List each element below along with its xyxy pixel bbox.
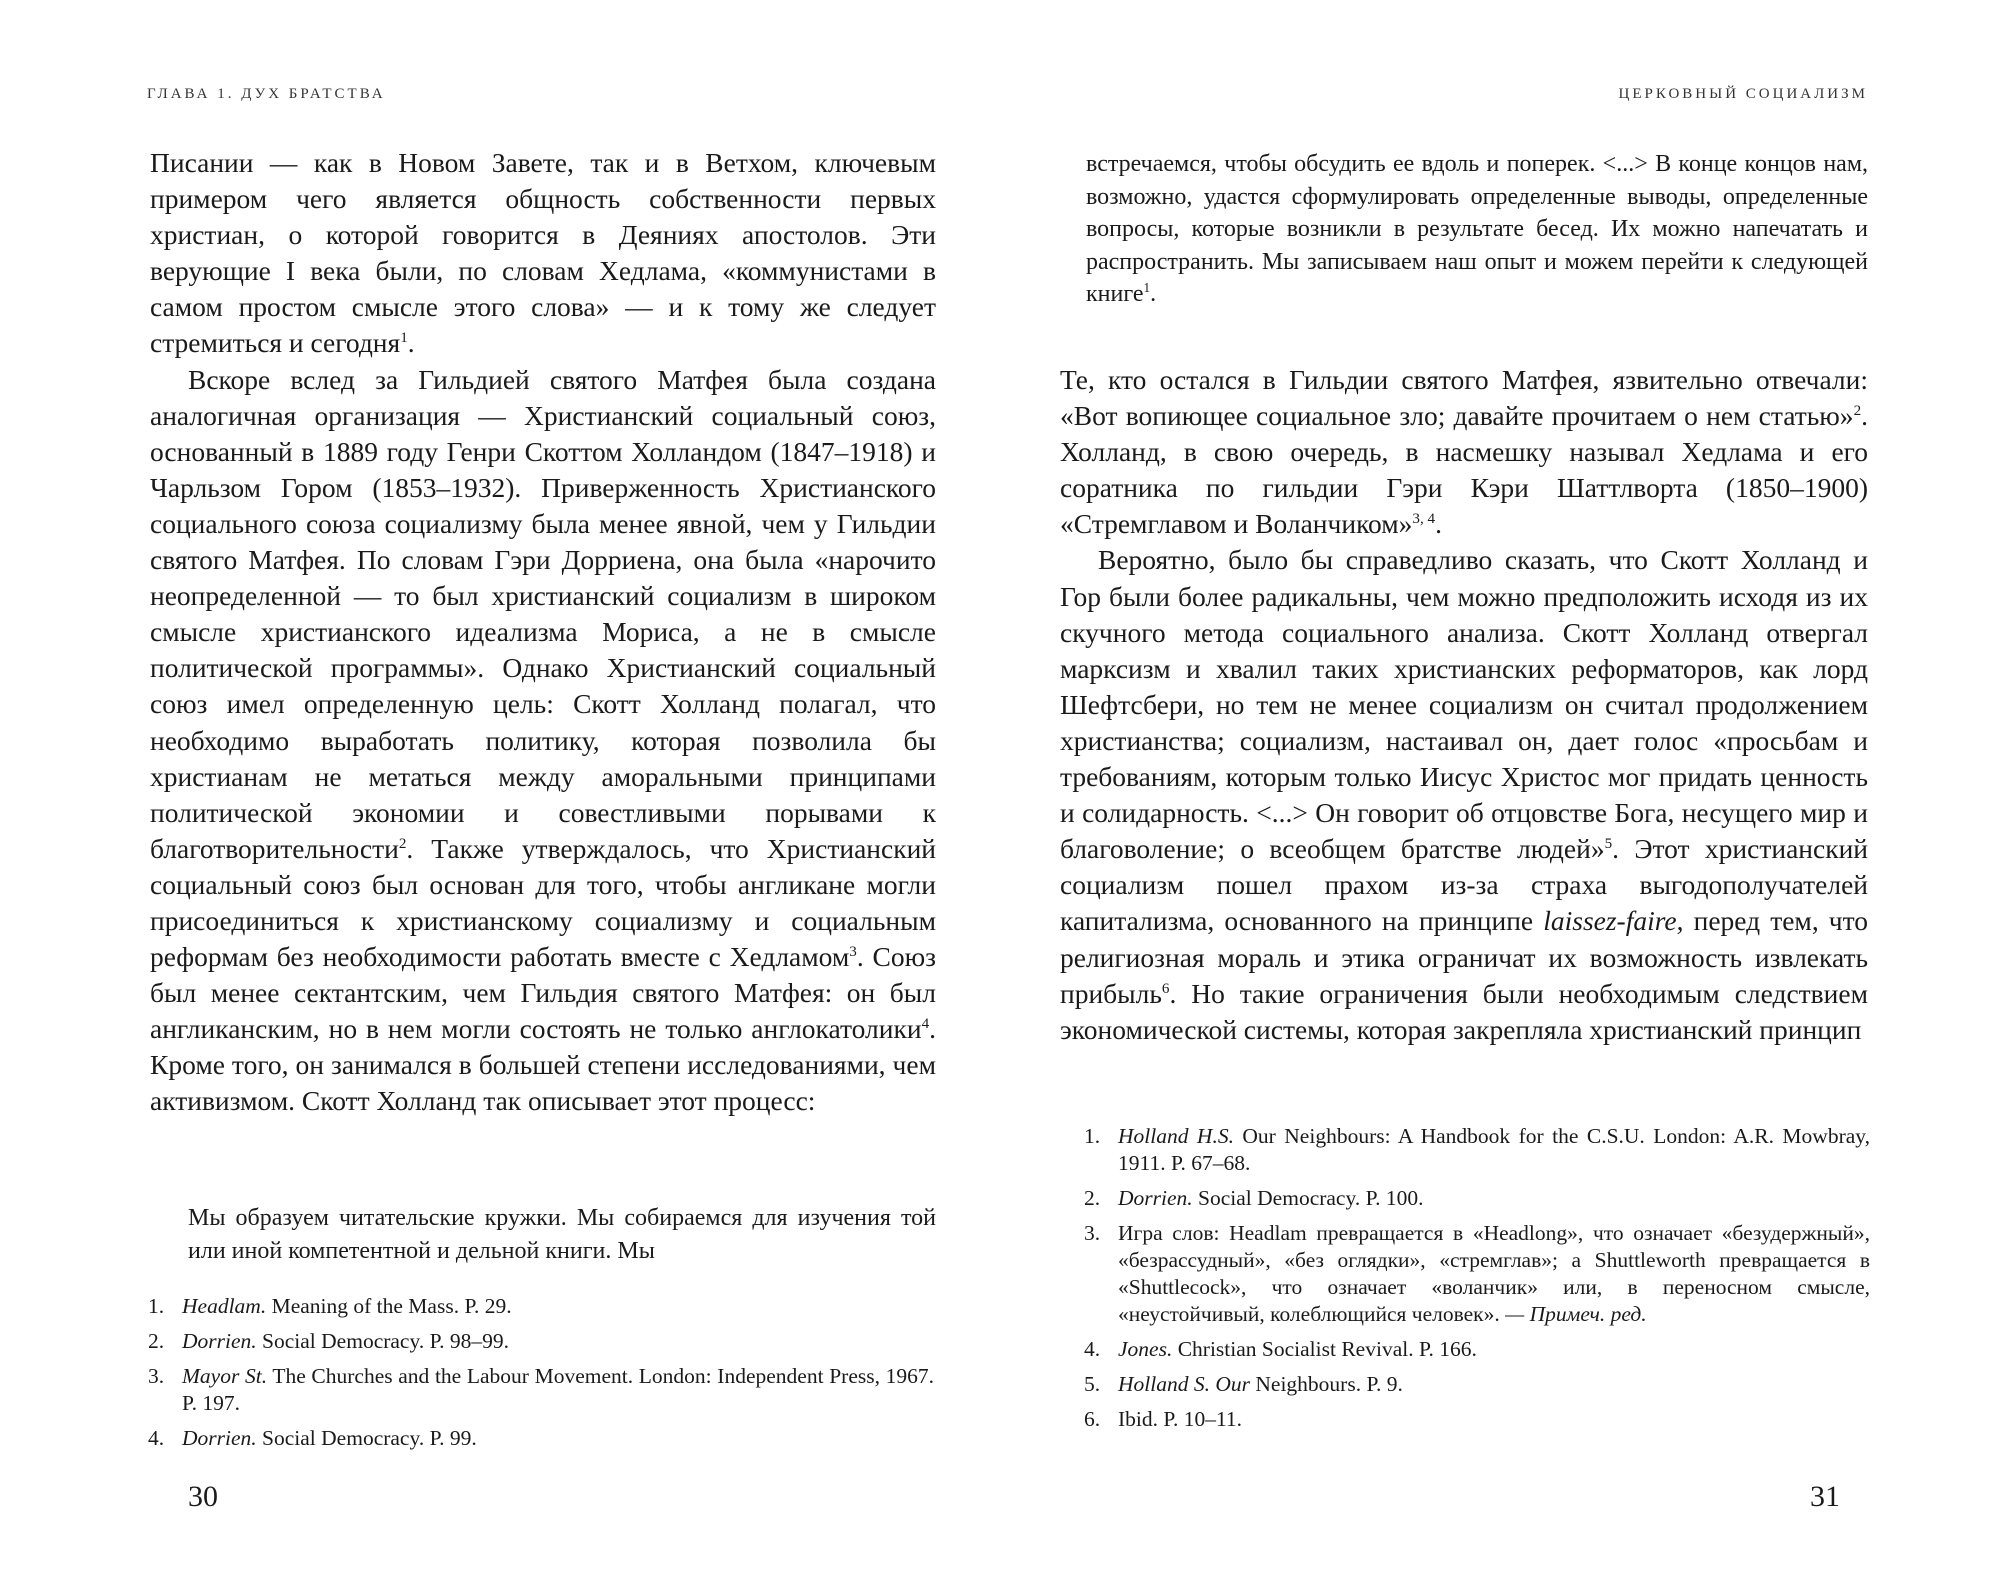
main-text bbox=[150, 145, 936, 1120]
footnote: 2. Dorrien. Social Democracy. P. 98–99. bbox=[148, 1329, 510, 1353]
footnote: 2. Dorrien. Social Democracy. P. 100. bbox=[1084, 1186, 1424, 1210]
footnote: 6. Ibid. P. 10–11. bbox=[1084, 1407, 1243, 1431]
main-text bbox=[1060, 362, 1868, 1048]
page-number: 30 bbox=[188, 1480, 218, 1513]
footnote-ref: 2 bbox=[398, 835, 407, 852]
footnote-ref: 5 bbox=[1604, 836, 1613, 853]
running-head: ГЛАВА 1. ДУХ БРАТСТВА bbox=[147, 86, 386, 102]
right-page bbox=[1000, 0, 2000, 1571]
running-head: ЦЕРКОВНЫЙ СОЦИАЛИЗМ bbox=[1618, 86, 1868, 102]
footnote: 3. Игра слов: Headlam превращается в «Headlong», что означает «безудержный», «безрассудный», «без оглядки», «стремглав»; а Shuttleworth превращается в «Shuttlecock», что означает «воланчик» или, в переносном смысле, «неустойчивый, колеблющийся человек». — Примеч. ред. bbox=[1084, 1221, 1870, 1326]
footnotes bbox=[1084, 1123, 1870, 1441]
footnote: 1. Holland H.S. Our Neighbours: A Handbook for the C.S.U. London: A.R. Mowbray, 1911. P. 67–68. bbox=[1084, 1124, 1870, 1175]
footnotes bbox=[148, 1293, 934, 1460]
footnote: 3. Mayor St. The Churches and the Labour Movement. London: Independent Press, 1967. P. 197. bbox=[148, 1364, 935, 1415]
footnote-ref: 3, 4 bbox=[1412, 511, 1436, 528]
footnote-ref: 3 bbox=[849, 943, 857, 960]
block-quote: Мы образуем читательские кружки. Мы собираемся для изучения той или иной компетентной и дельной книги. Мы bbox=[188, 1205, 936, 1264]
footnote: 4. Jones. Christian Socialist Revival. P. 166. bbox=[1084, 1337, 1477, 1361]
block-quote: встречаемся, чтобы обсудить ее вдоль и поперек. <...> В конце концов нам, возможно, удастся сформулировать определенные выводы, определенные вопросы, которые возникли в результате бесед. Их можно напечатать и распространить. Мы записываем наш опыт и можем перейти к следующей книге$^1$. bbox=[1086, 151, 1868, 307]
footnote: 4. Dorrien. Social Democracy. P. 99. bbox=[148, 1426, 477, 1450]
footnote-ref: 1 bbox=[1143, 280, 1151, 295]
paragraph: Те, кто остался в Гильдии святого Матфея, язвительно отвечали: «Вот вопиющее социальное зло; давайте прочитаем о нем статью»$^2$. Холланд, в свою очередь, в насмешку называл Хедлама и его соратника по гильдии Гэри Кэри Шаттлворта (1850–1900) «Стремглавом и Воланчиком»$^{3, 4}$. bbox=[1060, 364, 1868, 540]
footnote-ref: 2 bbox=[1853, 402, 1862, 419]
footnote-ref: 1 bbox=[400, 330, 408, 347]
footnote: 5. Holland S. Our Neighbours. P. 9. bbox=[1084, 1372, 1403, 1396]
paragraph: Вскоре вслед за Гильдией святого Матфея была создана аналогичная организация — Христианский социальный союз, основанный в 1889 году Генри Скоттом Холландом (1847–1918) и Чарльзом Гором (1853–1932). Приверженность Христианского социального союза социализму была менее явной, чем у Гильдии святого Матфея. По словам Гэри Дорриена, она была «нарочито неопределенной — то был христианский социализм в широком смысле христианского идеализма Мориса, а не в смысле политической программы». Однако Христианский социальный союз имел определенную цель: Скотт Холланд полагал, что необходимо выработать политику, которая позволила бы христианам не метаться между аморальными принципами политической экономии и совестливыми порывами к благотворительности$^2$. Также утверждалось, что Христианский социальный союз был основан для того, чтобы англикане могли присоединиться к христианскому социализму и социальным реформам без необходимости работать вместе с Хедламом$^3$. Союз был менее сектантским, чем Гильдия святого Матфея: он был англиканским, но в нем могли состоять не только англокатолики$^4$. Кроме того, он занимался в большей степени исследованиями, чем активизмом. Скотт Холланд так описывает этот процесс: bbox=[150, 363, 937, 1117]
paragraph: Вероятно, было бы справедливо сказать, что Скотт Холланд и Гор были более радикальны, чем можно предположить исходя из их скучного метода социального анализа. Скотт Холланд отвергал марксизм и хвалил таких христианских реформаторов, как лорд Шефтсбери, но тем не менее социализм он считал продолжением христианства; социализм, настаивал он, дает голос «просьбам и требованиям, которым только Иисус Христос мог придать ценность и солидарность. <...> Он говорит об отцовстве Бога, несущего мир и благоволение; о всеобщем братстве людей»$^5$. Этот христианский социализм пошел прахом из-за страха выгодополучателей капитализма, основанного на принципе laissez-faire, перед тем, что религиозная мораль и этика ограничат их возможность извлекать прибыль$^6$. Но такие ограничения были необходимым следствием экономической системы, которая закрепляла христианский принцип bbox=[1060, 544, 1869, 1045]
footnote: 1. Headlam. Meaning of the Mass. P. 29. bbox=[148, 1294, 512, 1318]
footnote-ref: 4 bbox=[921, 1016, 930, 1033]
footnote-ref: 6 bbox=[1161, 980, 1170, 997]
paragraph: Писании — как в Новом Завете, так и в Ветхом, ключевым примером чего является общность собственности первых христиан, о которой говорится в Деяниях апостолов. Эти верующие I века были, по словам Хедлама, «коммунистами в самом простом смысле этого слова» — и к тому же следует стремиться и сегодня$^1$. bbox=[150, 147, 936, 359]
page-number: 31 bbox=[1810, 1480, 1840, 1513]
